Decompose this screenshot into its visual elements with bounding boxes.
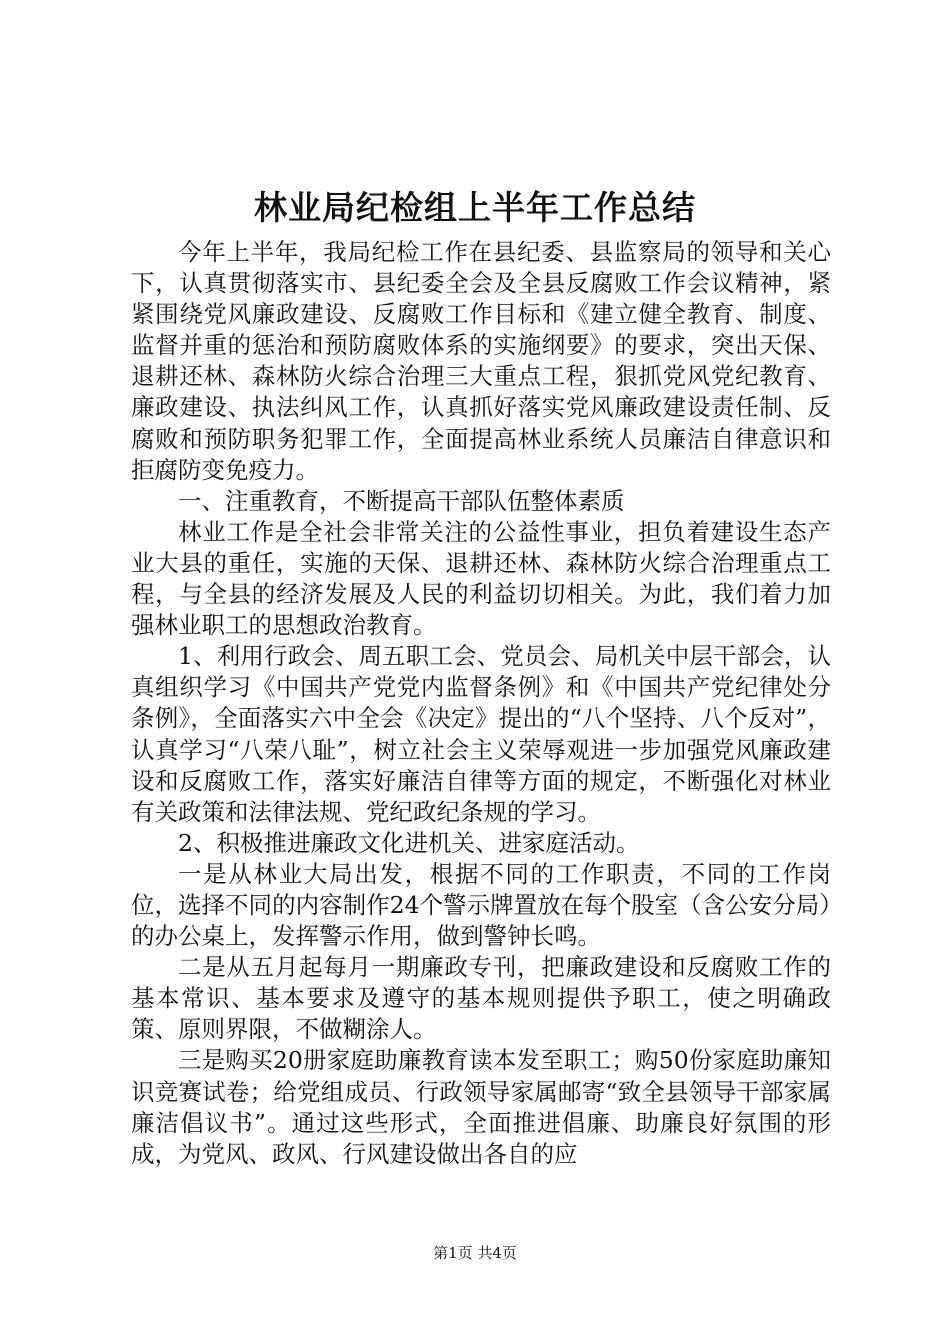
document-title: 林业局纪检组上半年工作总结 bbox=[254, 188, 696, 227]
paragraph-third-measure: 三是购买20册家庭助廉教育读本发至职工；购50份家庭助廉知识竞赛试卷；给党组成员、行政领导家属邮寄“致全县领导干部家属廉洁倡议书”。通过这些形式，全面推进倡廉、助廉良好氛围的形成，为党风、政风、行风建设做出各自的应 bbox=[131, 1046, 831, 1168]
paragraph-intro: 今年上半年，我局纪检工作在县纪委、县监察局的领导和关心下，认真贯彻落实市、县纪委全会及全县反腐败工作会议精神，紧紧围绕党风廉政建设、反腐败工作目标和《建立健全教育、制度、监督并重的惩治和预防腐败体系的实施纲要》的要求，突出天保、退耕还林、森林防火综合治理三大重点工程，狠抓党风党纪教育、廉政建设、执法纠风工作，认真抓好落实党风廉政建设责任制、反腐败和预防职务犯罪工作，全面提高林业系统人员廉洁自律意识和拒腐防变免疫力。 bbox=[131, 238, 831, 484]
paragraph-item-2: 2、积极推进廉政文化进机关、进家庭活动。 bbox=[178, 828, 640, 857]
paragraph-second-measure: 二是从五月起每月一期廉政专刊，把廉政建设和反腐败工作的基本常识、基本要求及遵守的基本规则提供予职工，使之明确政策、原则界限，不做糊涂人。 bbox=[131, 953, 831, 1044]
page-number-footer: 第1页 共4页 bbox=[433, 1244, 517, 1262]
paragraph-item-1: 1、利用行政会、周五职工会、党员会、局机关中层干部会，认真组织学习《中国共产党党内监督条例》和《中国共产党纪律处分条例》，全面落实六中全会《决定》提出的“八个坚持、八个反对”，认真学习“八荣八耻”，树立社会主义荣辱观进一步加强党风廉政建设和反腐败工作，落实好廉洁自律等方面的规定，不断强化对林业有关政策和法律法规、党纪政纪条规的学习。 bbox=[131, 642, 831, 826]
section-heading-1: 一、注重教育，不断提高干部队伍整体素质 bbox=[178, 486, 625, 515]
document-body bbox=[131, 237, 831, 1170]
paragraph-first-measure: 一是从林业大局出发，根据不同的工作职责，不同的工作岗位，选择不同的内容制作24个警示牌置放在每个股室（含公安分局）的办公桌上，发挥警示作用，做到警钟长鸣。 bbox=[131, 859, 831, 951]
paragraph-forestry-work: 林业工作是全社会非常关注的公益性事业，担负着建设生态产业大县的重任，实施的天保、退耕还林、森林防火综合治理重点工程，与全县的经济发展及人民的利益切切相关。为此，我们着力加强林业职工的思想政治教育。 bbox=[131, 517, 831, 640]
